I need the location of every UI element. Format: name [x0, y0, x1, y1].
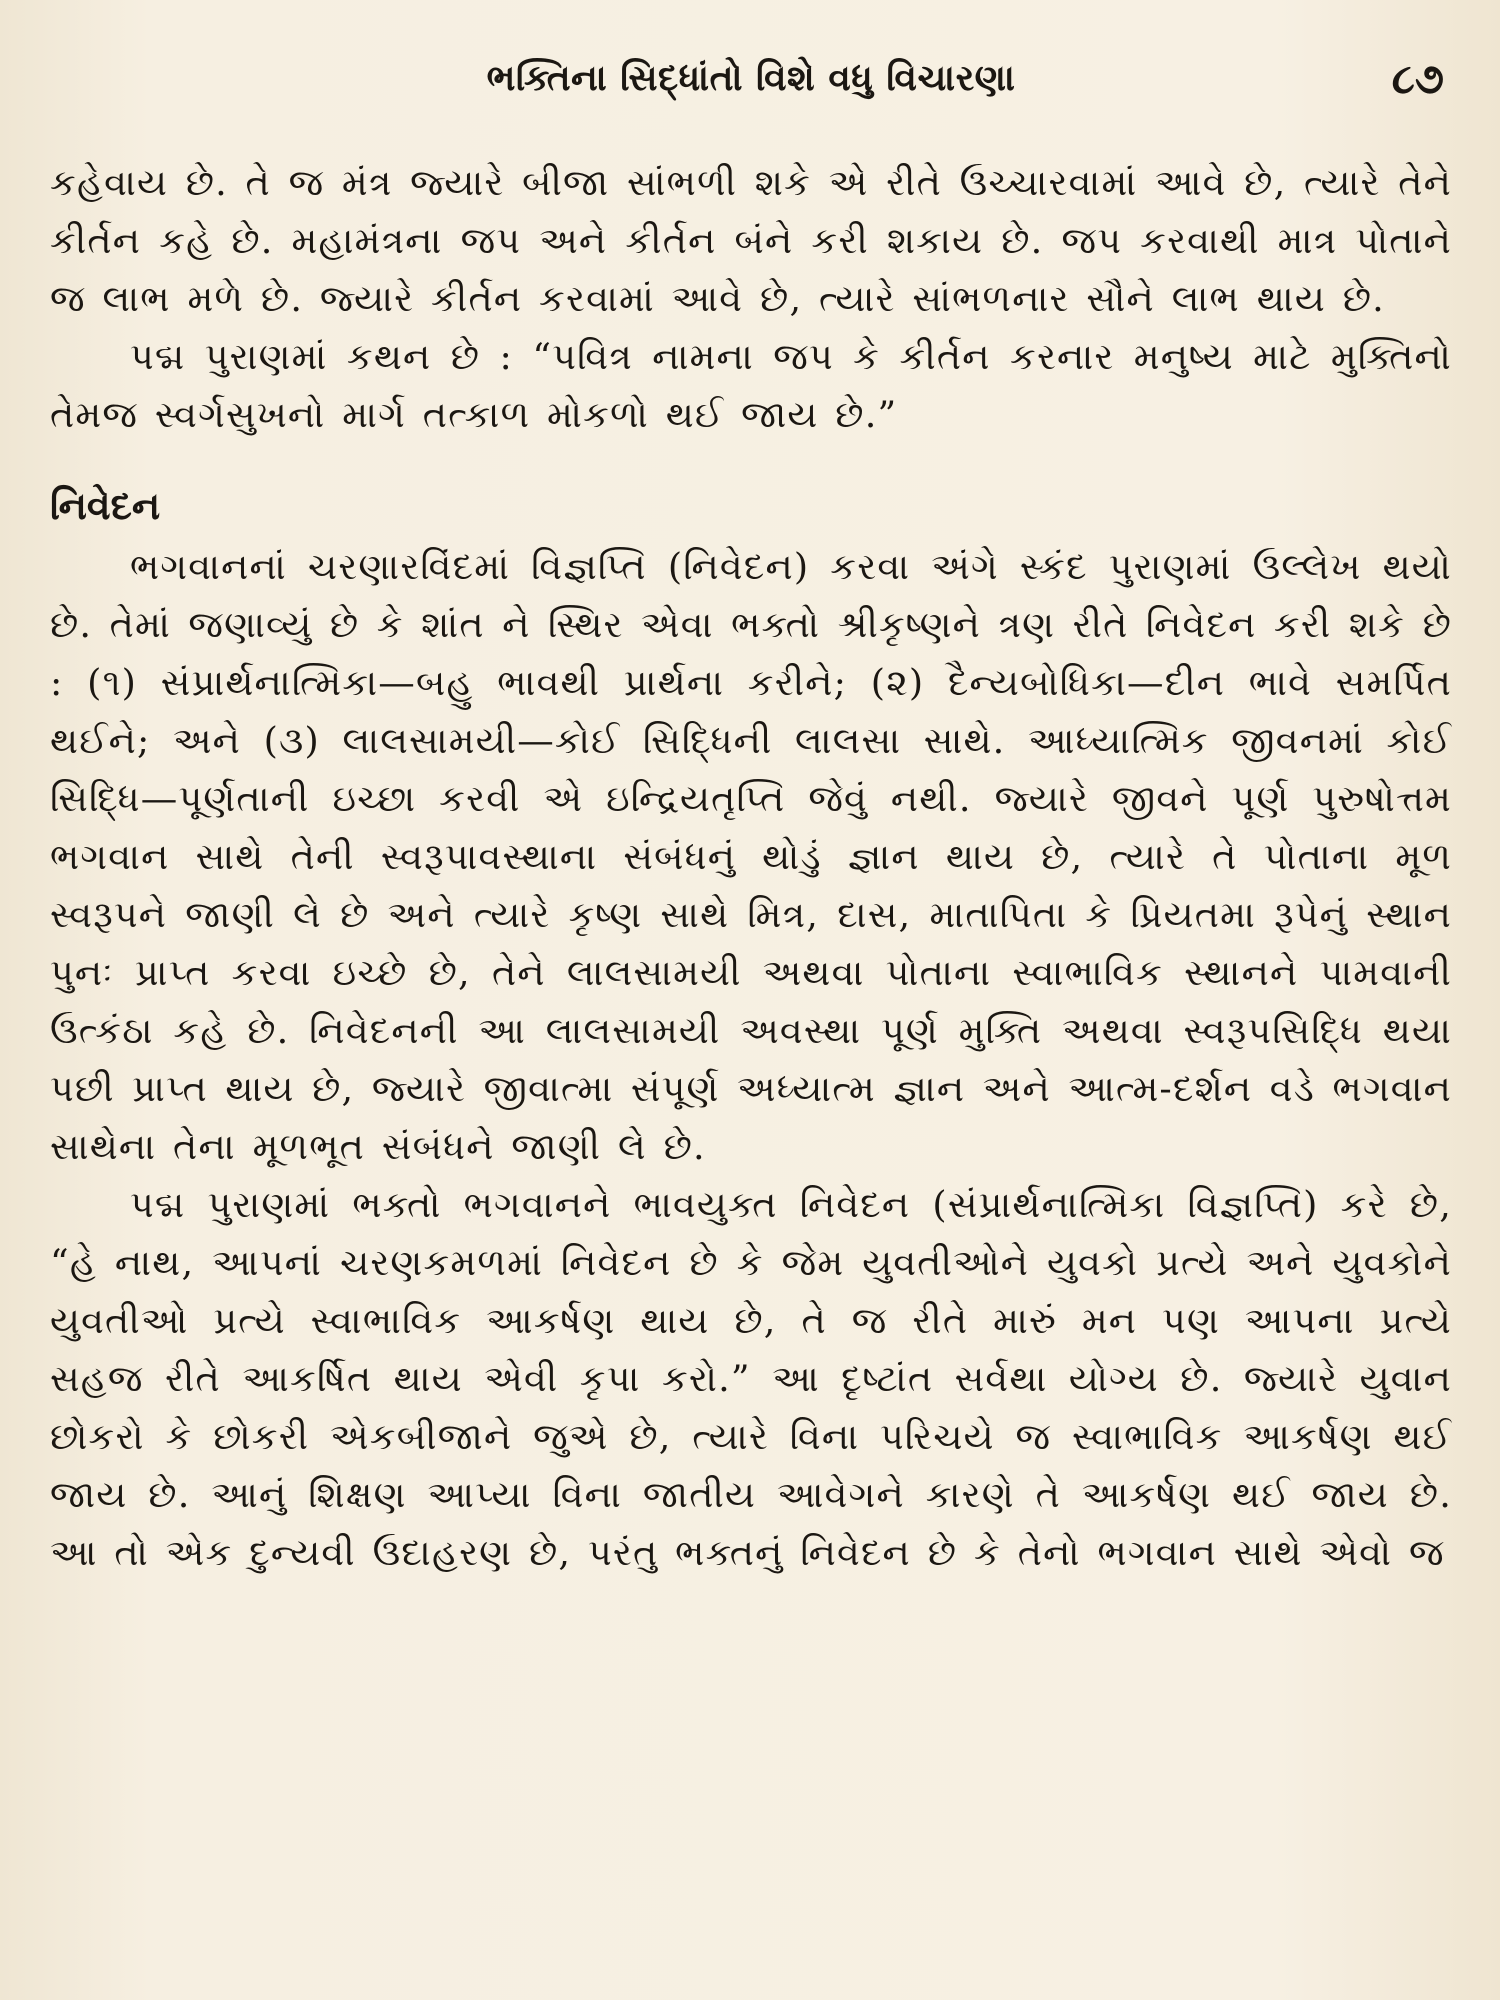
section-heading-nivedan: નિવેદન	[50, 484, 161, 528]
page-number: ૮૭	[1391, 54, 1444, 103]
paragraph-padma-purana-quote: પદ્મ પુરાણમાં કથન છે : “પવિત્ર નામના જપ કે કીર્તન કરનાર મનુષ્ય માટે મુક્તિનો તેમજ સ્વર્ગસુખનો માર્ગ તત્કાળ મોકળો થઈ જાય છે.”	[50, 335, 1452, 436]
running-title: ભક્તિના સિદ્ધાંતો વિશે વધુ વિચારણા	[486, 58, 1016, 99]
running-header	[50, 40, 1452, 120]
paragraph-continued: કહેવાય છે. તે જ મંત્ર જ્યારે બીજા સાંભળી શકે એ રીતે ઉચ્ચારવામાં આવે છે, ત્યારે તેને કીર્તન કહે છે. મહામંત્રના જપ અને કીર્તન બંને કરી શકાય છે. જપ કરવાથી માત્ર પોતાને જ લાભ મળે છે. જ્યારે કીર્તન કરવામાં આવે છે, ત્યારે સાંભળનાર સૌને લાભ થાય છે.	[50, 161, 1452, 320]
body-text	[50, 154, 1452, 1582]
paragraph-skanda-purana: ભગવાનનાં ચરણારવિંદમાં વિજ્ઞપ્તિ (નિવેદન) કરવા અંગે સ્કંદ પુરાણમાં ઉલ્લેખ થયો છે. તેમાં જણાવ્યું છે કે શાંત ને સ્થિર એવા ભક્તો શ્રીકૃષ્ણને ત્રણ રીતે નિવેદન કરી શકે છે : (૧) સંપ્રાર્થનાત્મિકા—બહુ ભાવથી પ્રાર્થના કરીને; (૨) દૈન્યબોધિકા—દીન ભાવે સમર્પિત થઈને; અને (૩) લાલસામયી—કોઈ સિદ્ધિની લાલસા સાથે. આધ્યાત્મિક જીવનમાં કોઈ સિદ્ધિ—પૂર્ણતાની ઇચ્છા કરવી એ ઇન્દ્રિયતૃપ્તિ જેવું નથી. જ્યારે જીવને પૂર્ણ પુરુષોત્તમ ભગવાન સાથે તેની સ્વરૂપાવસ્થાના સંબંધનું થોડું જ્ઞાન થાય છે, ત્યારે તે પોતાના મૂળ સ્વરૂપને જાણી લે છે અને ત્યારે કૃષ્ણ સાથે મિત્ર, દાસ, માતાપિતા કે પ્રિયતમા રૂપેનું સ્થાન પુનઃ પ્રાપ્ત કરવા ઇચ્છે છે, તેને લાલસામયી અથવા પોતાના સ્વાભાવિક સ્થાનને પામવાની ઉત્કંઠા કહે છે. નિવેદનની આ લાલસામયી અવસ્થા પૂર્ણ મુક્તિ અથવા સ્વરૂપસિદ્ધિ થયા પછી પ્રાપ્ત થાય છે, જ્યારે જીવાત્મા સંપૂર્ણ અધ્યાત્મ જ્ઞાન અને આત્મ-દર્શન વડે ભગવાન સાથેના તેના મૂળભૂત સંબંધને જાણી લે છે.	[50, 545, 1452, 1168]
paragraph-padma-purana-prayer: પદ્મ પુરાણમાં ભક્તો ભગવાનને ભાવયુક્ત નિવેદન (સંપ્રાર્થનાત્મિકા વિજ્ઞપ્તિ) કરે છે, “હે નાથ, આપનાં ચરણકમળમાં નિવેદન છે કે જેમ યુવતીઓને યુવકો પ્રત્યે અને યુવકોને યુવતીઓ પ્રત્યે સ્વાભાવિક આકર્ષણ થાય છે, તે જ રીતે મારું મન પણ આપના પ્રત્યે સહજ રીતે આકર્ષિત થાય એવી કૃપા કરો.” આ દૃષ્ટાંત સર્વથા યોગ્ય છે. જ્યારે યુવાન છોકરો કે છોકરી એકબીજાને જુએ છે, ત્યારે વિના પરિચયે જ સ્વાભાવિક આકર્ષણ થઈ જાય છે. આનું શિક્ષણ આપ્યા વિના જાતીય આવેગને કારણે તે આકર્ષણ થઈ જાય છે. આ તો એક દુન્યવી ઉદાહરણ છે, પરંતુ ભક્તનું નિવેદન છે કે તેનો ભગવાન સાથે એવો જ	[50, 1183, 1452, 1574]
